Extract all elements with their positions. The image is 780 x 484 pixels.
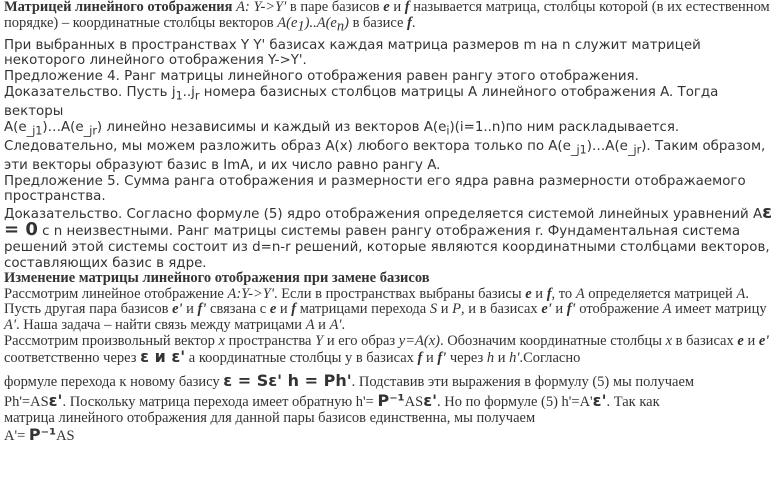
p-inverse: P⁻¹ [377, 391, 405, 411]
paragraph-derivation: Ph'=ASε'. Поскольку матрица перехода имеет обратную h'= P⁻¹ASε'. Но по формуле (5) h'=A'ε'. Так как [4, 391, 660, 411]
paragraph-transition-formula: формуле перехода к новому базису ε = Sε' h = Ph'. Подставив эти выражения в формулу (5) мы получаем [4, 370, 695, 390]
proposition-4: Предложение 4. Ранг матрицы линейного отображения равен рангу этого отображения. [4, 69, 639, 85]
definition-term: Матрицей линейного отображения [4, 0, 233, 15]
paragraph-uniqueness: матрица линейного отображения для данной пары базисов единственна, мы получаем [4, 409, 536, 426]
proposition-5: Предложение 5. Сумма ранга отображения и размерности его ядра равна размерности отображаемого пространства. [4, 173, 746, 205]
paragraph-coordinates: Рассмотрим произвольный вектор x пространства Y и его образ y=A(x). Обозначим координатные столбцы x в базисах e и e' соответственно через ε и ε' а координатные столбцы y в базисах f и f' через h и h'.Согласно [4, 332, 770, 367]
p-inverse: P⁻¹ [28, 424, 57, 444]
formula-h-transition: h = Ph' [282, 370, 352, 390]
final-formula: A'= P⁻¹AS [4, 424, 75, 444]
definition-paragraph: Матрицей линейного отображения A: Y->Y' в паре базисов e и f называется матрица, столбцы которой (в их естественном порядке) – координатные столбцы векторов $A(e_1)..A(e_n)$ в базисе f. [4, 0, 770, 35]
paragraph-basis-change: Рассмотрим линейное отображение A:Y->Y'. Если в пространствах выбраны базисы e и f, то A определяется матрицей A. Пусть другая пара базисов e' и f' связана с e и f матрицами перехода S и P, и в базисах e' и f' отображение A имеет матрицу A'. Наша задача – найти связь между матрицами A и A'. [4, 285, 767, 333]
section-heading: Изменение матрицы линейного отображения при замене базисов [4, 270, 430, 287]
epsilon-pair: ε и ε' [140, 347, 186, 367]
proof-4: Доказательство. Пусть $j_1..j_r$ номера базисных столбцов матрицы A линейного отображения A. Тогда векторы $A(e_{\_j1})\dots A(e_{\_jr})$ линейно независимы и каждый из векторов $A(e_i)(i=1..n)по$ ним раскладывается. Следовательно, мы можем разложить образ A(x) любого вектора только по $A(e_{\_j1})\dots A(e_{\_jr})$. Таким образом, эти векторы образуют базис в ImA, и их число равно рангу A. [4, 84, 766, 174]
epsilon-symbol: ε [762, 201, 773, 223]
formula-eps-transition: ε = Sε' [223, 370, 283, 390]
paragraph-matrix-statement: При выбранных в пространствах Y Y' базисах каждая матрица размеров m на n служит матрицей некоторого линейного отображения Y->Y'. [4, 37, 701, 69]
proof-5: Доказательство. Согласно формуле (5) ядро отображения определяется системой линейных уравнений Aε = 0 с n неизвестными. Ранг матрицы системы равен рангу отображения r. Фундаментальная система решений этой системы состоит из d=n-r решений, которые являются координатными столбцами векторов, составляющих базис в ядре. [4, 201, 773, 271]
